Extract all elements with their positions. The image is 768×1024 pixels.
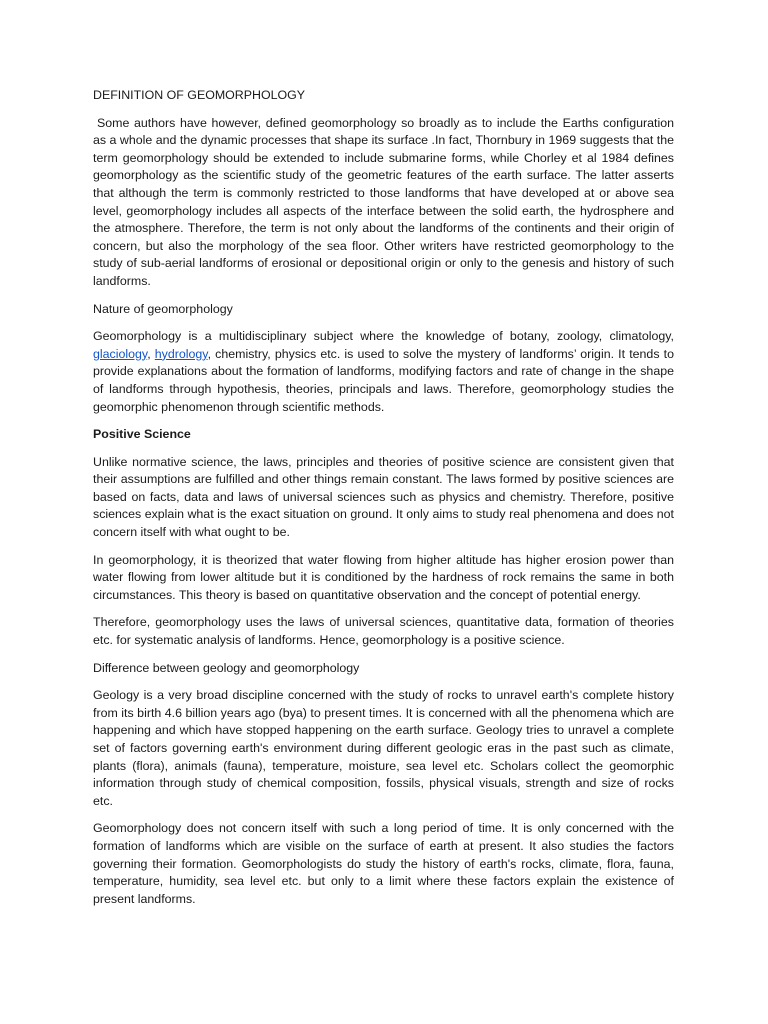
hydrology-link[interactable]: hydrology	[154, 346, 208, 361]
link-separator: ,	[147, 346, 155, 361]
definition-paragraph: Some authors have however, defined geomorphology so broadly as to include the Earths configuration as a whole and the dynamic processes that shape its surface .In fact, Thornbury in 1969 suggests that the term geomorphology should be extended to include submarine forms, while Chorley et al 1984 defines geomorphology as the scientific study of the geometric features of the earth surface. The latter asserts that although the term is commonly restricted to those landforms that have developed at or above sea level, geomorphology includes all aspects of the interface between the solid earth, the hydrosphere and the atmosphere. Therefore, the term is not only about the landforms of the continents and their origin of concern, but also the morphology of the sea floor. Other writers have restricted geomorphology to the study of sub-aerial landforms of erosional or depositional origin or only to the genesis and history of such landforms.	[93, 115, 674, 288]
difference-paragraph-2: Geomorphology does not concern itself with such a long period of time. It is only concerned with the formation of landforms which are visible on the surface of earth at present. It also studies the factors governing their formation. Geomorphologists do study the history of earth's rocks, climate, flora, fauna, temperature, humidity, sea level etc. but only to a limit where these factors explain the existence of present landforms.	[93, 821, 674, 906]
positive-science-heading: Positive Science	[93, 427, 191, 442]
nature-heading: Nature of geomorphology	[93, 301, 233, 316]
positive-science-paragraph-1: Unlike normative science, the laws, principles and theories of positive science are consistent given that their assumptions are fulfilled and other things remain constant. The laws formed by positive sciences are based on facts, data and laws of universal sciences such as physics and chemistry. Therefore, positive sciences explain what is the exact situation on ground. It only aims to study real phenomena and does not concern itself with what ought to be.	[93, 454, 674, 540]
nature-paragraph	[93, 328, 674, 416]
nature-text-after: , chemistry, physics etc. is used to solve the mystery of landforms’ origin. It tends to provide explanations about the formation of landforms, modifying factors and rate of change in the shape of landforms through hypothesis, theories, principals and laws. Therefore, geomorphology studies the geomorphic phenomenon through scientific methods.	[93, 346, 674, 414]
positive-science-paragraph-2: In geomorphology, it is theorized that water flowing from higher altitude has higher erosion power than water flowing from lower altitude but it is conditioned by the hardness of rock remains the same in both circumstances. This theory is based on quantitative observation and the concept of potential energy.	[93, 552, 674, 602]
document-page	[93, 87, 674, 918]
difference-heading: Difference between geology and geomorphology	[93, 660, 360, 675]
document-title: DEFINITION OF GEOMORPHOLOGY	[93, 88, 306, 102]
glaciology-link[interactable]: glaciology	[93, 346, 148, 361]
difference-paragraph-1: Geology is a very broad discipline concerned with the study of rocks to unravel earth's complete history from its birth 4.6 billion years ago (bya) to present times. It is concerned with all the phenomena which are happening and which have stopped happening on the earth surface. Geology tries to unravel a complete set of factors governing earth's environment during different geologic eras in the past such as climate, plants (flora), animals (fauna), temperature, moisture, sea level etc. Scholars collect the geomorphic information through study of chemical composition, fossils, physical visuals, strength and size of rocks etc.	[93, 688, 674, 808]
nature-text-before: Geomorphology is a multidisciplinary subject where the knowledge of botany, zoology, climatology,	[93, 329, 674, 344]
positive-science-paragraph-3: Therefore, geomorphology uses the laws of universal sciences, quantitative data, formation of theories etc. for systematic analysis of landforms. Hence, geomorphology is a positive science.	[93, 615, 674, 648]
